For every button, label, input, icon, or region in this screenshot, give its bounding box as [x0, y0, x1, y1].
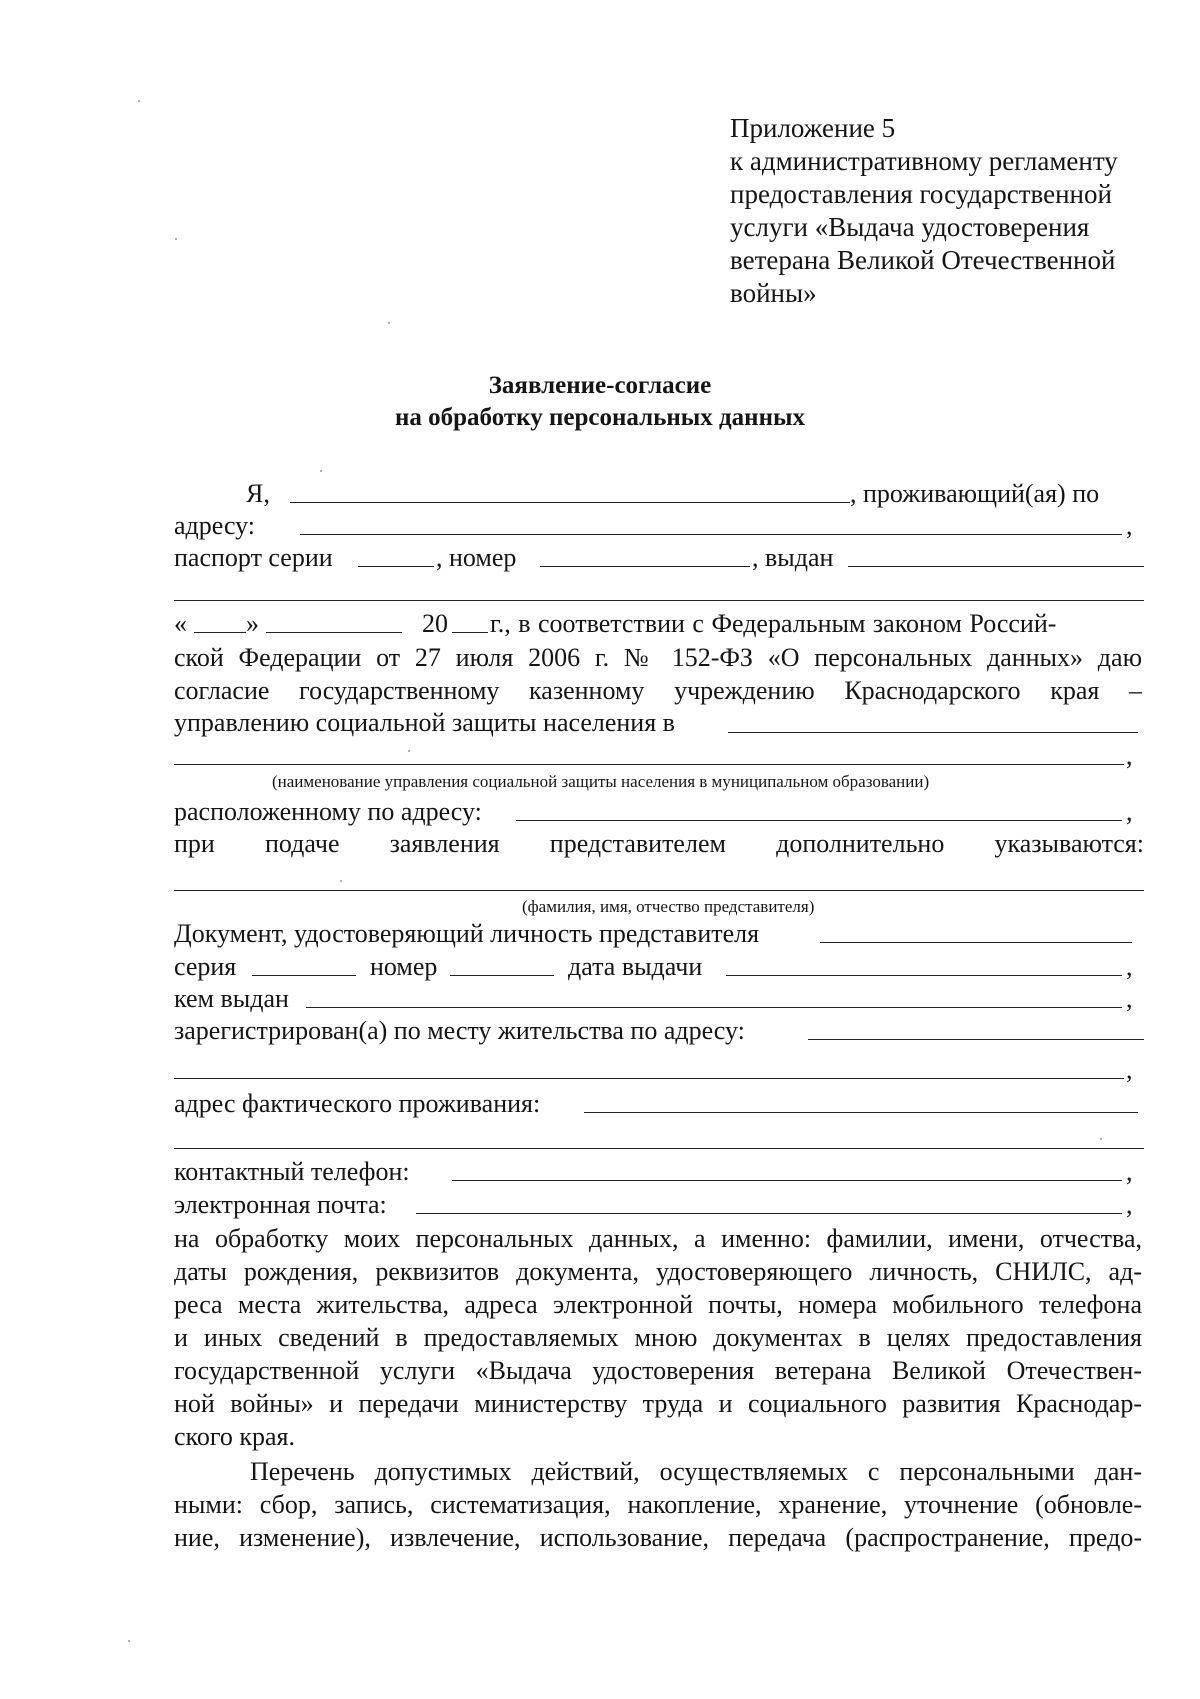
comma: , — [1126, 1157, 1133, 1186]
ya-label: Я, — [246, 479, 270, 508]
title-line-1: Заявление-согласие — [488, 372, 712, 399]
passport-number-label: , номер — [436, 543, 517, 572]
address-label: адресу: — [174, 511, 256, 540]
passport-issued-field-cont[interactable] — [174, 600, 1144, 601]
rep-series-field[interactable] — [252, 975, 356, 976]
scan-speck — [138, 100, 140, 102]
phone-field[interactable] — [452, 1180, 1122, 1181]
applicant-name-field[interactable] — [290, 502, 850, 503]
passport-series-field[interactable] — [358, 566, 434, 567]
located-label: расположенному по адресу: — [174, 797, 482, 826]
actual-address-field-cont[interactable] — [174, 1148, 1144, 1149]
rep-series-label: серия — [174, 952, 237, 981]
actual-address-field[interactable] — [584, 1112, 1138, 1113]
comma: , — [1126, 952, 1133, 981]
actions-line: Перечень допустимых действий, осуществляемых с персональными дан- — [250, 1457, 1142, 1486]
scan-speck — [175, 238, 177, 240]
representative-name-field[interactable] — [174, 890, 1144, 891]
document-title — [0, 370, 1200, 434]
rep-word: подаче — [264, 829, 340, 858]
appendix-line: войны» — [730, 278, 817, 308]
date-year-field[interactable] — [452, 632, 488, 633]
purpose-line: государственной услуги «Выдача удостоверения ветерана Великой Отечествен- — [174, 1356, 1142, 1385]
department-caption: (наименование управления социальной защиты населения в муниципальном образовании) — [272, 772, 930, 791]
applicant-line — [246, 478, 270, 510]
living-label: , проживающий(ая) по — [850, 479, 1100, 508]
purpose-line: даты рождения, реквизитов документа, удостоверяющего личность, СНИЛС, ад- — [174, 1257, 1142, 1286]
actions-line: ние, изменение), извлечение, использование, передача (распространение, предо- — [174, 1523, 1142, 1552]
passport-series-label: паспорт серии — [174, 543, 333, 572]
rep-issued-by-label: кем выдан — [174, 984, 289, 1013]
rep-word: указываются: — [994, 829, 1144, 858]
rep-doc-label: Документ, удостоверяющий личность представителя — [174, 919, 760, 948]
appendix-header — [730, 112, 1170, 310]
address-field[interactable] — [300, 534, 1122, 535]
scan-speck — [340, 880, 342, 882]
rep-date-field[interactable] — [726, 975, 1122, 976]
phone-label: контактный телефон: — [174, 1157, 410, 1186]
purpose-line: на обработку моих персональных данных, а именно: фамилии, имени, отчества, — [174, 1224, 1142, 1253]
appendix-line: к административному регламенту — [730, 146, 1118, 176]
comma: , — [1126, 741, 1133, 770]
consent-line: управлению социальной защиты населения в — [174, 708, 675, 737]
scan-speck — [128, 1640, 130, 1642]
scan-speck — [320, 470, 322, 472]
scan-speck — [1100, 1138, 1102, 1140]
consent-line: ской Федерации от 27 июля 2006 г. № 152-ФЗ «О персональных данных» даю — [174, 643, 1142, 672]
appendix-line: ветерана Великой Отечественной — [730, 245, 1116, 275]
located-address-field[interactable] — [516, 820, 1122, 821]
quote-open: « — [174, 609, 187, 638]
rep-number-label: номер — [370, 952, 438, 981]
rep-word: представителем — [549, 829, 726, 858]
actions-line: ными: сбор, запись, систематизация, накопление, хранение, уточнение (обновле- — [174, 1490, 1142, 1519]
comma: , — [1126, 797, 1133, 826]
rep-word: при — [174, 829, 215, 858]
rep-word: заявления — [389, 829, 500, 858]
passport-number-field[interactable] — [540, 566, 750, 567]
appendix-line: услуги «Выдача удостоверения — [730, 212, 1090, 242]
registered-address-field[interactable] — [808, 1039, 1144, 1040]
rep-date-label: дата выдачи — [568, 952, 703, 981]
scan-speck — [388, 322, 390, 324]
passport-issued-field[interactable] — [848, 566, 1144, 567]
comma: , — [1126, 1190, 1133, 1219]
appendix-line: Приложение 5 — [730, 113, 896, 143]
department-field[interactable] — [728, 732, 1138, 733]
year-prefix: 20 — [422, 609, 448, 638]
rep-issued-by-field[interactable] — [306, 1007, 1122, 1008]
purpose-line: и иных сведений в предоставляемых мною документах в целях предоставления — [174, 1323, 1142, 1352]
representative-caption: (фамилия, имя, отчество представителя) — [522, 897, 815, 916]
actual-address-label: адрес фактического проживания: — [174, 1089, 541, 1118]
comma: , — [1126, 511, 1133, 540]
title-line-2: на обработку персональных данных — [395, 404, 805, 431]
registered-address-field-cont[interactable] — [174, 1078, 1124, 1079]
passport-issued-label: , выдан — [752, 543, 834, 572]
date-month-field[interactable] — [266, 632, 402, 633]
date-day-field[interactable] — [194, 632, 246, 633]
rep-word: дополнительно — [776, 829, 945, 858]
representative-line — [174, 828, 1144, 860]
purpose-line: ной войны» и передачи министерству труда и социального развития Краснодар- — [174, 1389, 1142, 1418]
comma: , — [1126, 1055, 1133, 1084]
rep-number-field[interactable] — [450, 975, 554, 976]
purpose-line: реса места жительства, адреса электронной почты, номера мобильного телефона — [174, 1290, 1142, 1319]
department-field-cont[interactable] — [174, 764, 1124, 765]
purpose-line: ского края. — [174, 1422, 295, 1451]
comma: , — [1126, 984, 1133, 1013]
rep-doc-field[interactable] — [820, 942, 1132, 943]
appendix-line: предоставления государственной — [730, 179, 1112, 209]
registered-label: зарегистрирован(а) по месту жительства по адресу: — [174, 1016, 745, 1045]
law-line-start: г., в соответствии с Федеральным законом Россий- — [490, 609, 1057, 638]
scan-speck — [408, 750, 410, 752]
email-label: электронная почта: — [174, 1190, 387, 1219]
consent-line: согласие государственному казенному учреждению Краснодарского края – — [174, 676, 1142, 705]
quote-close: » — [246, 609, 259, 638]
email-field[interactable] — [416, 1213, 1122, 1214]
